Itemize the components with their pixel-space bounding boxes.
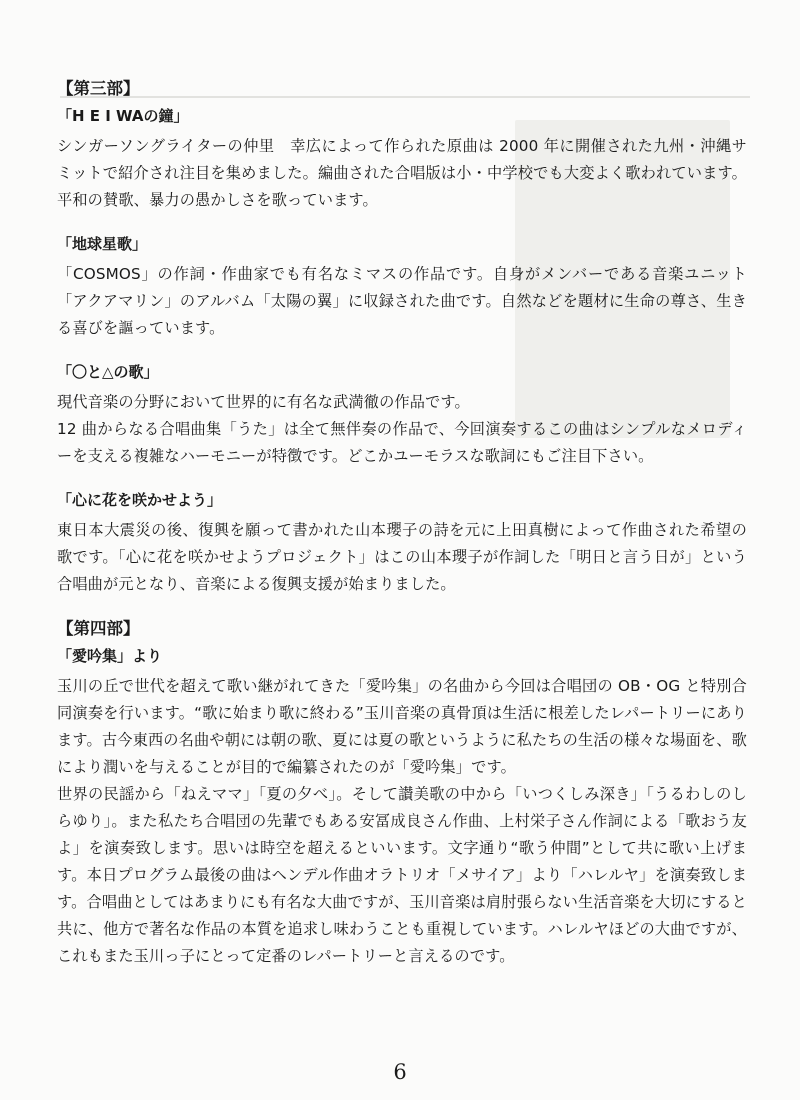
piece-aiginshu [57,646,747,970]
piece-title: 「〇と△の歌」 [57,363,159,381]
piece-description: シンガーソングライターの仲里 幸広によって作られた原曲は 2000 年に開催された九州・沖縄サミットで紹介され注目を集めました。編曲された合唱版は小・中学校でも大変よく歌われています。平和の賛歌、暴力の愚かしさを歌っています。 [57,137,747,209]
piece-kokoro-ni-hana [57,490,747,598]
piece-title: 「愛吟集」より [57,647,163,665]
piece-description: 現代音楽の分野において世界的に有名な武満徹の作品です。 [57,393,470,411]
piece-heiwa [57,106,747,214]
piece-title: 「H E I WAの鐘」 [57,107,189,125]
piece-chikyu-seika [57,234,747,342]
piece-description: 「COSMOS」の作詞・作曲家でも有名なミマスの作品です。自身がメンバーである音楽ユニット「アクアマリン」のアルバム「太陽の翼」に収録された曲です。自然などを題材に生命の尊さ、生きる喜びを謳っています。 [57,265,747,337]
piece-maru-sankaku [57,362,747,470]
piece-description: 世界の民謡から「ねえママ」「夏の夕べ」。そして讃美歌の中から「いつくしみ深き」「うるわしのしらゆり」。また私たち合唱団の先輩でもある安冨成良さん作曲、上村栄子さん作詞による「歌おう友よ」を演奏致します。思いは時空を超えるといいます。文字通り“歌う仲間”として共に歌い上げます。本日プログラム最後の曲はヘンデル作曲オラトリオ「メサイア」より「ハレルヤ」を演奏致します。合唱曲としてはあまりにも有名な大曲ですが、玉川音楽は肩肘張らない生活音楽を大切にすると共に、他方で著名な作品の本質を追求し味わうことも重視しています。ハレルヤほどの大曲ですが、これもまた玉川っ子にとって定番のレパートリーと言えるのです。 [57,785,747,965]
piece-description: 玉川の丘で世代を超えて歌い継がれてきた「愛吟集」の名曲から今回は合唱団の OB・OG と特別合同演奏を行います。“歌に始まり歌に終わる”玉川音楽の真骨頂は生活に根差したレパートリーにあります。古今東西の名曲や朝には朝の歌、夏には夏の歌というように私たちの生活の様々な場面を、歌により潤いを与えることが目的で編纂されたのが「愛吟集」です。 [57,677,747,776]
piece-description: 東日本大震災の後、復興を願って書かれた山本瓔子の詩を元に上田真樹によって作曲された希望の歌です。「心に花を咲かせようプロジェクト」はこの山本瓔子が作詞した「明日と言う日が」という合唱曲が元となり、音楽による復興支援が始まりました。 [57,521,747,593]
part-four-section [57,618,747,970]
part-heading: 【第三部】 [57,79,140,98]
part-three-section [57,78,747,598]
part-heading: 【第四部】 [57,619,140,638]
page-number: 6 [393,1060,407,1084]
piece-title: 「心に花を咲かせよう」 [57,491,223,509]
piece-title: 「地球星歌」 [57,235,148,253]
main-content [57,78,747,990]
piece-description: 12 曲からなる合唱曲集「うた」は全て無伴奏の作品で、今回演奏するこの曲はシンプルなメロディーを支える複雑なハーモニーが特徴です。どこかユーモラスな歌詞にもご注目下さい。 [57,420,747,465]
